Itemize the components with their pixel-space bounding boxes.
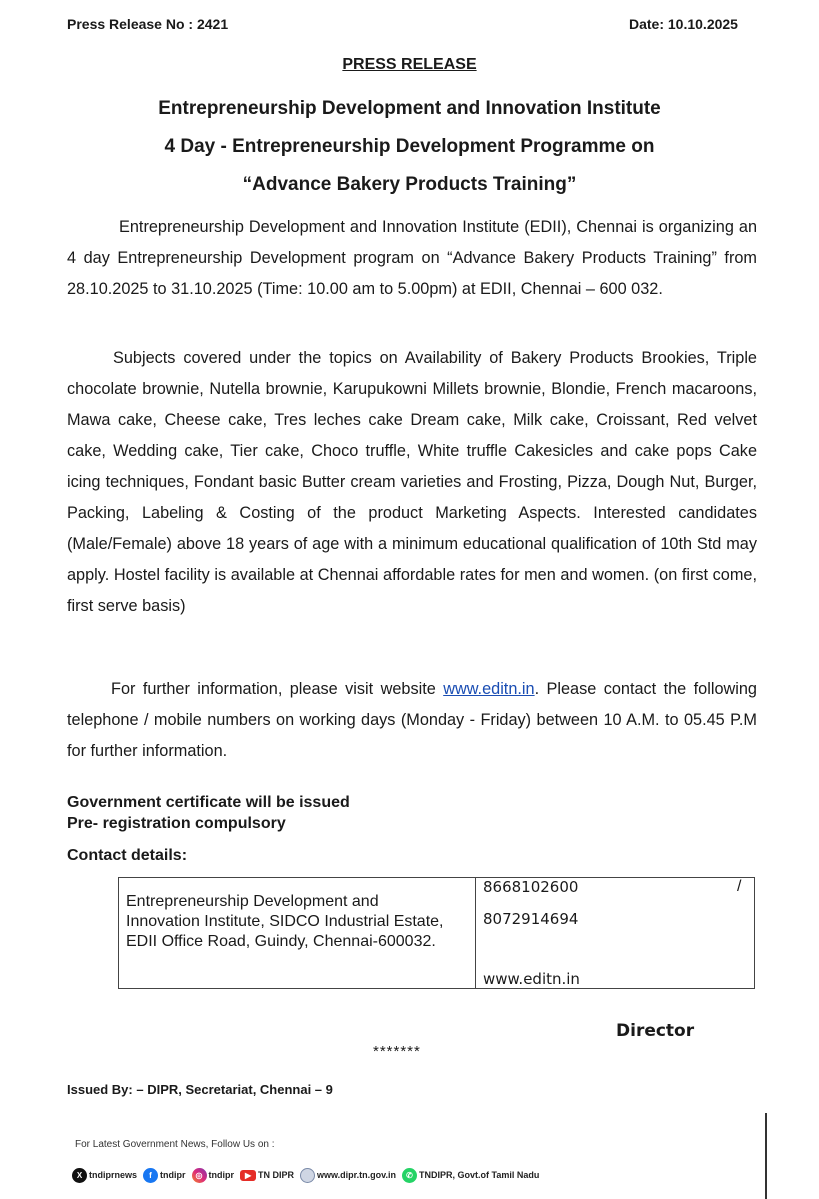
contact-info-text-before: For further information, please visit website — [111, 680, 444, 698]
website-link[interactable]: www.editn.in — [443, 680, 535, 698]
social-website[interactable] — [300, 1168, 396, 1183]
contact-website: www.editn.in — [483, 970, 580, 988]
table-divider — [475, 877, 476, 989]
issued-by: Issued By: – DIPR, Secretariat, Chennai – 9 — [67, 1082, 333, 1097]
social-youtube[interactable] — [240, 1170, 294, 1181]
phone-number-1: 8668102600 — [483, 878, 579, 896]
social-website-label: www.dipr.tn.gov.in — [317, 1170, 397, 1180]
instagram-icon: ◎ — [192, 1168, 207, 1183]
page-title: PRESS RELEASE — [342, 56, 477, 73]
contact-info-text-after: . Please contact the following telephone / mobile numbers on working days (Monday - Friday) between 10 A.M. to 05.45 P.M for further information. — [67, 680, 757, 760]
x-icon: X — [72, 1168, 87, 1183]
subjects-paragraph: Subjects covered under the topics on Availability of Bakery Products Brookies, Triple chocolate brownie, Nutella brownie, Karupukowni Millets brownie, Blondie, French macaroons, Mawa cake, Cheese cake, Tres leches cake Dream cake, Milk cake, Croissant, Red velvet cake, Wedding cake, Tier cake, Choco truffle, White truffle Cakesicles and cake pops Cake icing techniques, Fondant basic Butter cream varieties and Frosting, Pizza, Dough Nut, Burger, Packing, Labeling & Costing of the product Marketing Aspects. Interested candidates (Male/Female) above 18 years of age with a minimum educational qualification of 10th Std may apply. Hostel facility is available at Chennai affordable rates for men and women. (on first come, first serve basis) — [67, 349, 757, 615]
social-instagram[interactable] — [192, 1168, 235, 1183]
release-date: Date: 10.10.2025 — [629, 16, 738, 32]
follow-us-text: For Latest Government News, Follow Us on : — [75, 1139, 275, 1150]
preregistration-note: Pre- registration compulsory — [67, 815, 286, 832]
youtube-icon: ▶ — [240, 1170, 256, 1181]
social-facebook[interactable] — [143, 1168, 186, 1183]
press-release-number: Press Release No : 2421 — [67, 16, 229, 32]
heading-institute: Entrepreneurship Development and Innovation Institute — [158, 98, 661, 119]
social-x-label: tndiprnews — [89, 1170, 138, 1180]
social-x[interactable] — [72, 1168, 137, 1183]
social-links-row — [72, 1163, 545, 1187]
phone-number-2: 8072914694 — [483, 910, 579, 928]
heading-training: “Advance Bakery Products Training” — [242, 174, 577, 195]
social-whatsapp[interactable] — [402, 1168, 539, 1183]
social-youtube-label: TN DIPR — [258, 1170, 295, 1180]
footer-vertical-line — [765, 1113, 767, 1199]
intro-paragraph: Entrepreneurship Development and Innovation Institute (EDII), Chennai is organizing an 4 day Entrepreneurship Development program on “Advance Bakery Products Training” from 28.10.2025 to 31.10.2025 (Time: 10.00 am to 5.00pm) at EDII, Chennai – 600 032. — [67, 218, 757, 298]
whatsapp-icon: ✆ — [402, 1168, 417, 1183]
institute-address: Entrepreneurship Development and Innovation Institute, SIDCO Industrial Estate, EDII Office Road, Guindy, Chennai-600032. — [126, 893, 444, 950]
contact-details-label: Contact details: — [67, 847, 188, 864]
end-stars: ******* — [373, 1043, 421, 1060]
facebook-icon: f — [143, 1168, 158, 1183]
social-facebook-label: tndipr — [160, 1170, 186, 1180]
phone-separator: / — [737, 878, 742, 895]
social-instagram-label: tndipr — [208, 1170, 235, 1180]
globe-icon — [300, 1168, 315, 1183]
heading-programme: 4 Day - Entrepreneurship Development Programme on — [164, 136, 655, 157]
contact-info-paragraph — [67, 674, 757, 767]
certificate-note: Government certificate will be issued — [67, 794, 350, 811]
social-whatsapp-label: TNDIPR, Govt.of Tamil Nadu — [419, 1170, 540, 1180]
signature-director: Director — [616, 1021, 695, 1041]
